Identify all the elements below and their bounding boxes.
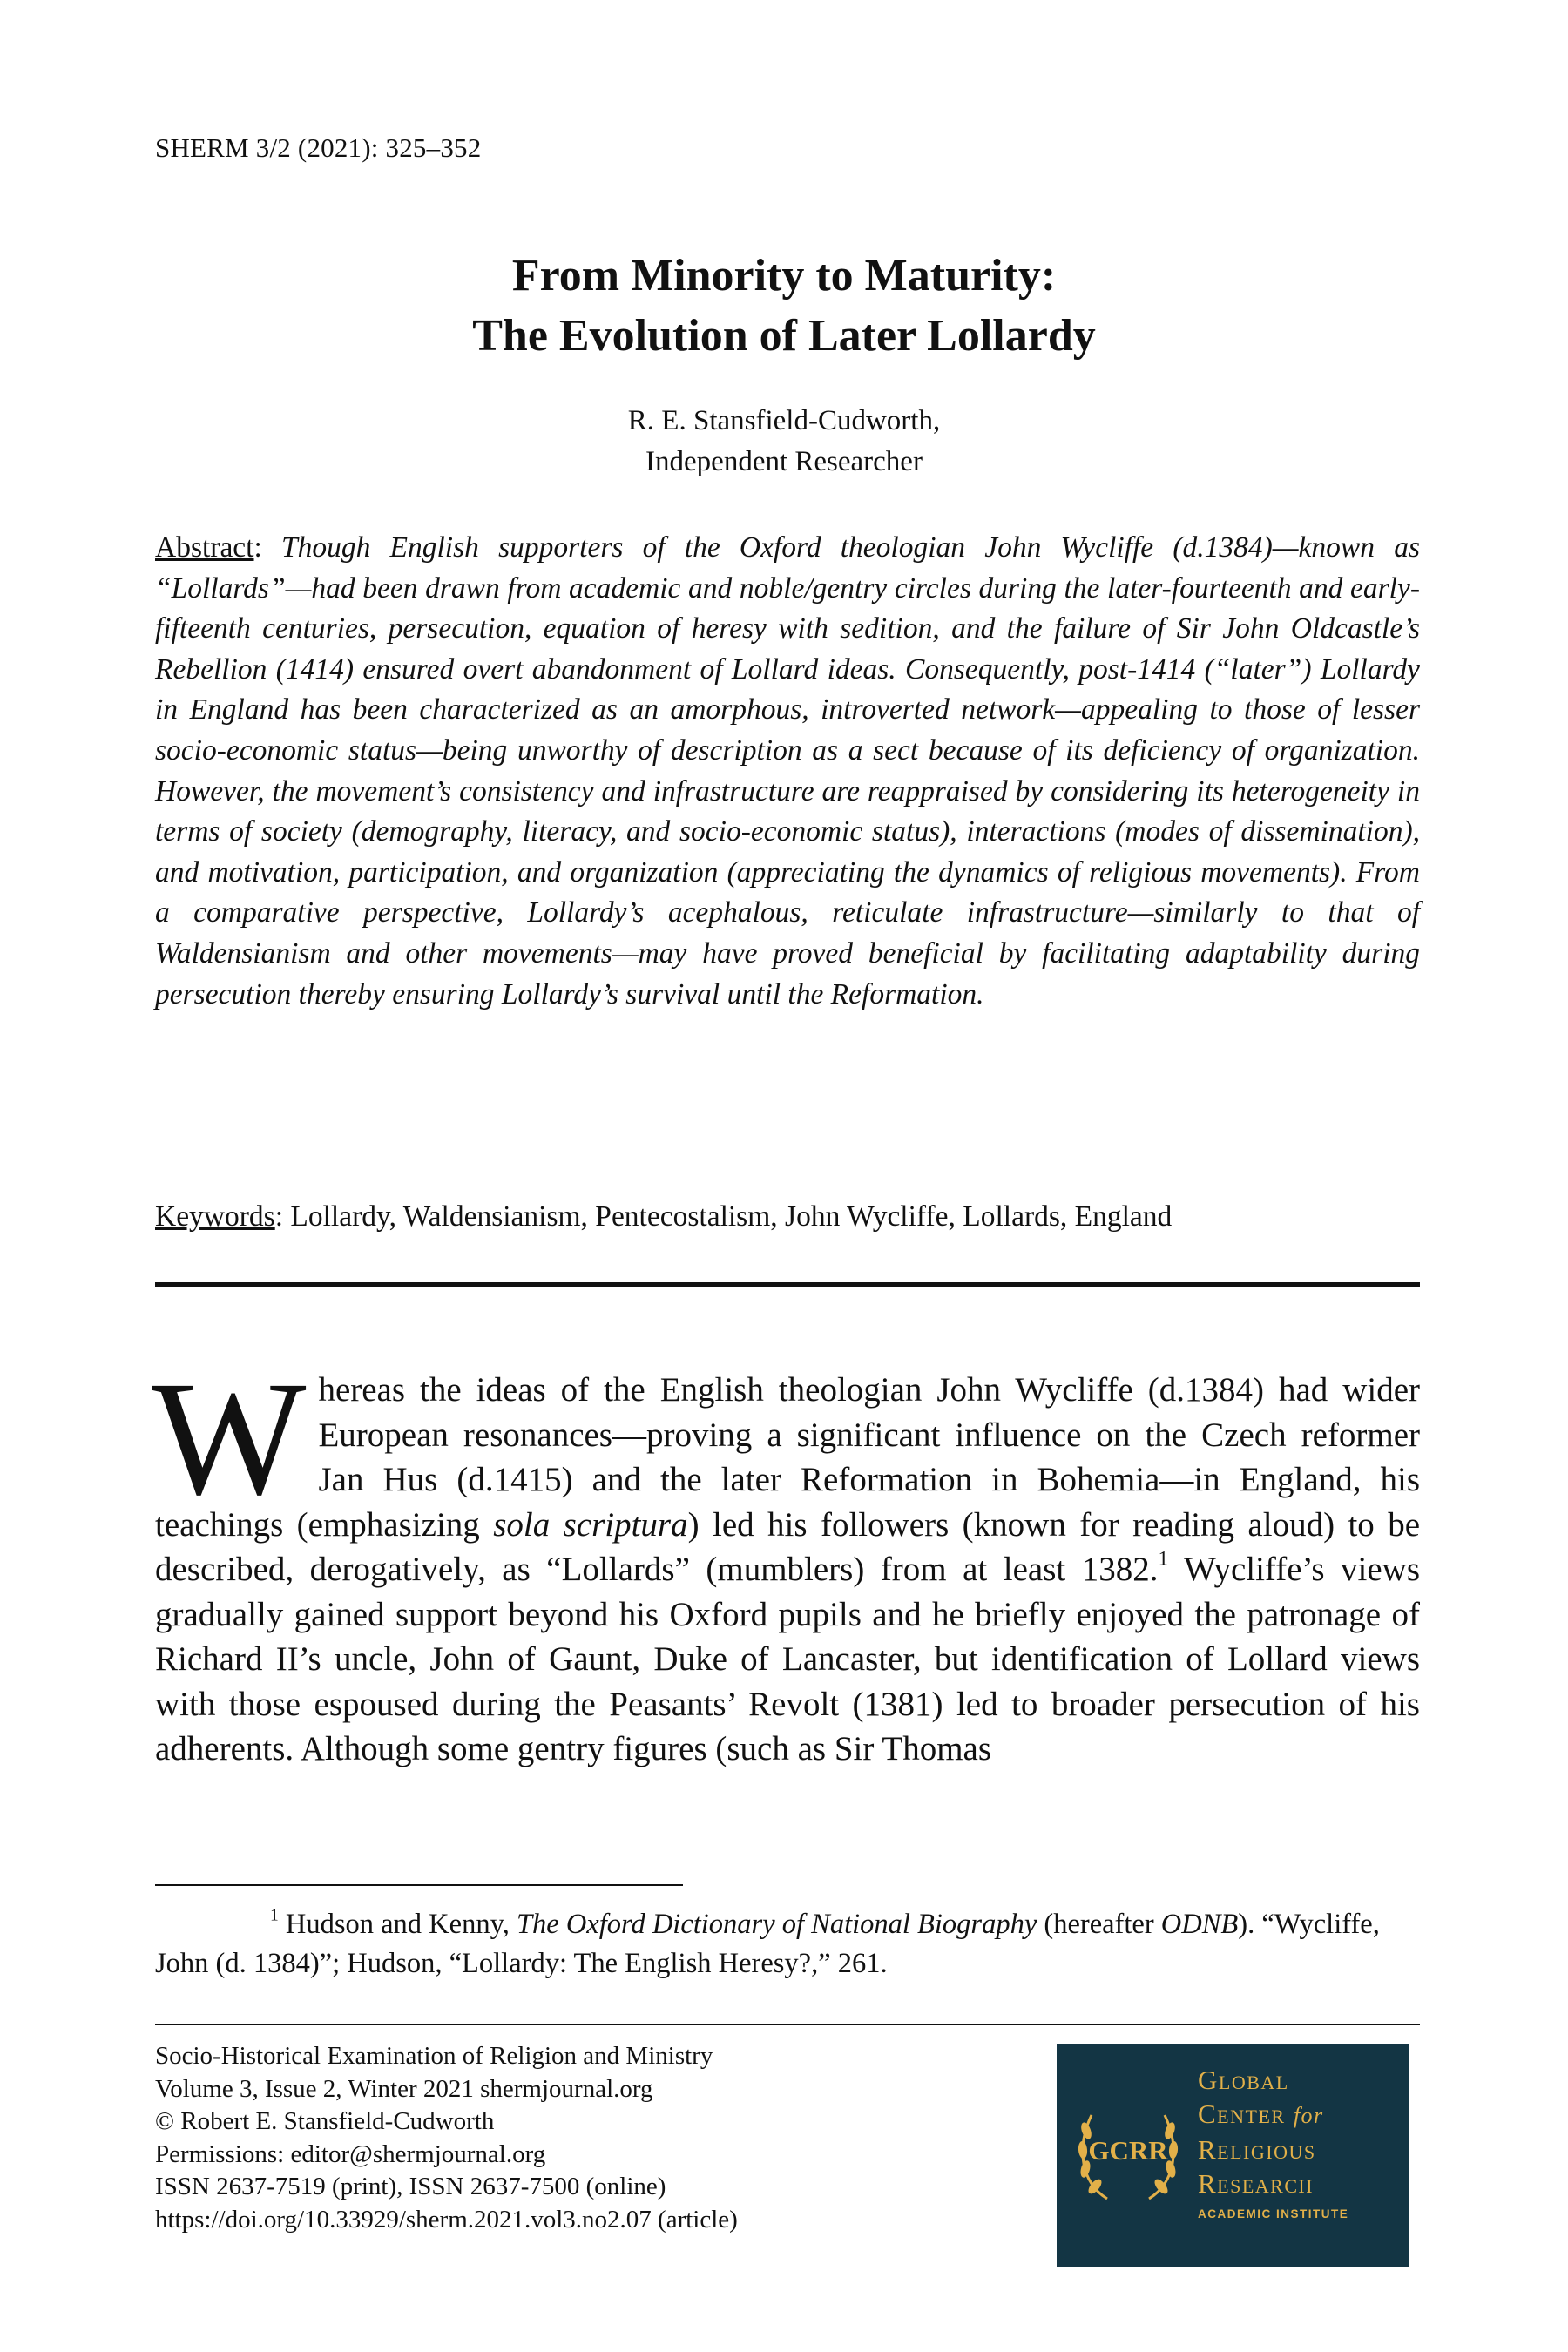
doi-link[interactable]: https://doi.org/10.33929/sherm.2021.vol3.no2.07 (article) <box>155 2205 738 2234</box>
author-name: R. E. Stansfield-Cudworth, <box>627 405 941 436</box>
copyright: © Robert E. Stansfield-Cudworth <box>155 2107 495 2135</box>
abstract-label: Abstract <box>155 531 254 564</box>
author-block <box>0 401 1568 483</box>
body-italic-term: sola scriptura <box>493 1505 688 1544</box>
logo-wordmark: Global Center for Religious Research <box>1198 2065 1324 2199</box>
running-head: SHERM 3/2 (2021): 325–352 <box>155 132 482 163</box>
gcrr-logo <box>1057 2044 1409 2267</box>
keywords: Keywords: Lollardy, Waldensianism, Pentecostalism, John Wycliffe, Lollards, England <box>155 1200 1173 1233</box>
body-paragraph-part: Wycliffe’s views gradually gained support beyond his Oxford pupils and he briefly enjoyed the patronage of Richard II’s uncle, John of Gaunt, Duke of Lancaster, but identification of Lollard views with those espoused during the Peasants’ Revolt (1381) led to broader persecution of his adherents. Although some gentry figures (such as Sir Thomas <box>155 1551 1420 1767</box>
article-title <box>0 246 1568 366</box>
publication-info <box>155 2040 738 2236</box>
issn: ISSN 2637-7519 (print), ISSN 2637-7500 (online) <box>155 2173 666 2200</box>
title-line-1: From Minority to Maturity: <box>511 251 1057 301</box>
journal-name: Socio-Historical Examination of Religion and Ministry <box>155 2042 713 2070</box>
body-text <box>152 1347 1421 1772</box>
section-divider <box>155 1282 1420 1287</box>
abstract-text: Though English supporters of the Oxford theologian John Wycliffe (d.1384)—known as “Lollards”—had been drawn from academic and noble/gentry circles during the later-fourteenth and early-fifteenth centuries, persecution, equation of heresy with sedition, and the failure of Sir John Oldcastle’s Rebellion (1414) ensured overt abandonment of Lollard ideas. Consequently, post-1414 (“later”) Lollardy in England has been characterized as an amorphous, introverted network—appealing to those of lesser socio-economic status—being unworthy of description as a sect because of its deficiency of organization. However, the movement’s consistency and infrastructure are reappraised by considering its heterogeneity in terms of society (demography, literacy, and socio-economic status), interactions (modes of dissemination), and motivation, participation, and organization (appreciating the dynamics of religious movements). From a comparative perspective, Lollardy’s acephalous, reticulate infrastructure—similarly to that of Waldensianism and other movements—may have proved beneficial by facilitating adaptability during persecution thereby ensuring Lollardy’s survival until the Reformation. <box>155 531 1420 1010</box>
keywords-text: Lollardy, Waldensianism, Pentecostalism, John Wycliffe, Lollards, England <box>290 1200 1173 1233</box>
body-paragraph-part: hereas the ideas of the English theologian John Wycliffe (d.1384) had wider European resonances—proving a significant influence on the Czech reformer Jan Hus (d.1415) and the later Reformation in Bohemia—in England, his teachings (emphasizing <box>155 1371 1420 1544</box>
title-line-2: The Evolution of Later Lollardy <box>472 311 1096 361</box>
drop-cap: W <box>152 1347 307 1529</box>
logo-subtitle: ACADEMIC INSTITUTE <box>1198 2207 1349 2220</box>
author-affiliation: Independent Researcher <box>645 446 923 477</box>
body-paragraph-part: ) led his followers (known for reading aloud) to be described, derogatively, as “Lollards” (mumblers) from at least 1382. <box>155 1505 1421 1588</box>
volume-info: Volume 3, Issue 2, Winter 2021 shermjournal.org <box>155 2074 653 2103</box>
footer-divider <box>155 2024 1420 2025</box>
footnote: $^1$ Hudson and Kenny, The Oxford Dictionary of National Biography (hereafter ODNB). “Wycliffe, John (d. 1384)”; Hudson, “Lollardy: The English Heresy?,” 261. <box>155 1906 1380 1979</box>
logo-emblem-text: GCRR <box>1088 2135 1168 2166</box>
footnote-number: 1 <box>270 1906 279 1925</box>
keywords-label: Keywords <box>155 1200 275 1233</box>
laurel-wreath-icon <box>1072 2096 1184 2209</box>
permissions: Permissions: editor@shermjournal.org <box>155 2139 546 2168</box>
abstract: Abstract: Though English supporters of the Oxford theologian John Wycliffe (d.1384)—known as “Lollards”—had been drawn from academic and noble/gentry circles during the later-fourteenth and early-fifteenth centuries, persecution, equation of heresy with sedition, and the failure of Sir John Oldcastle’s Rebellion (1414) ensured overt abandonment of Lollard ideas. Consequently, post-1414 (“later”) Lollardy in England has been characterized as an amorphous, introverted network—appealing to those of lesser socio-economic status—being unworthy of description as a sect because of its deficiency of organization. However, the movement’s consistency and infrastructure are reappraised by considering its heterogeneity in terms of society (demography, literacy, and socio-economic status), interactions (modes of dissemination), and motivation, participation, and organization (appreciating the dynamics of religious movements). From a comparative perspective, Lollardy’s acephalous, reticulate infrastructure—similarly to that of Waldensianism and other movements—may have proved beneficial by facilitating adaptability during persecution thereby ensuring Lollardy’s survival until the Reformation. <box>155 531 1420 1010</box>
footnote-divider <box>155 1884 683 1886</box>
footnote-reference[interactable]: 1 <box>1158 1547 1169 1571</box>
